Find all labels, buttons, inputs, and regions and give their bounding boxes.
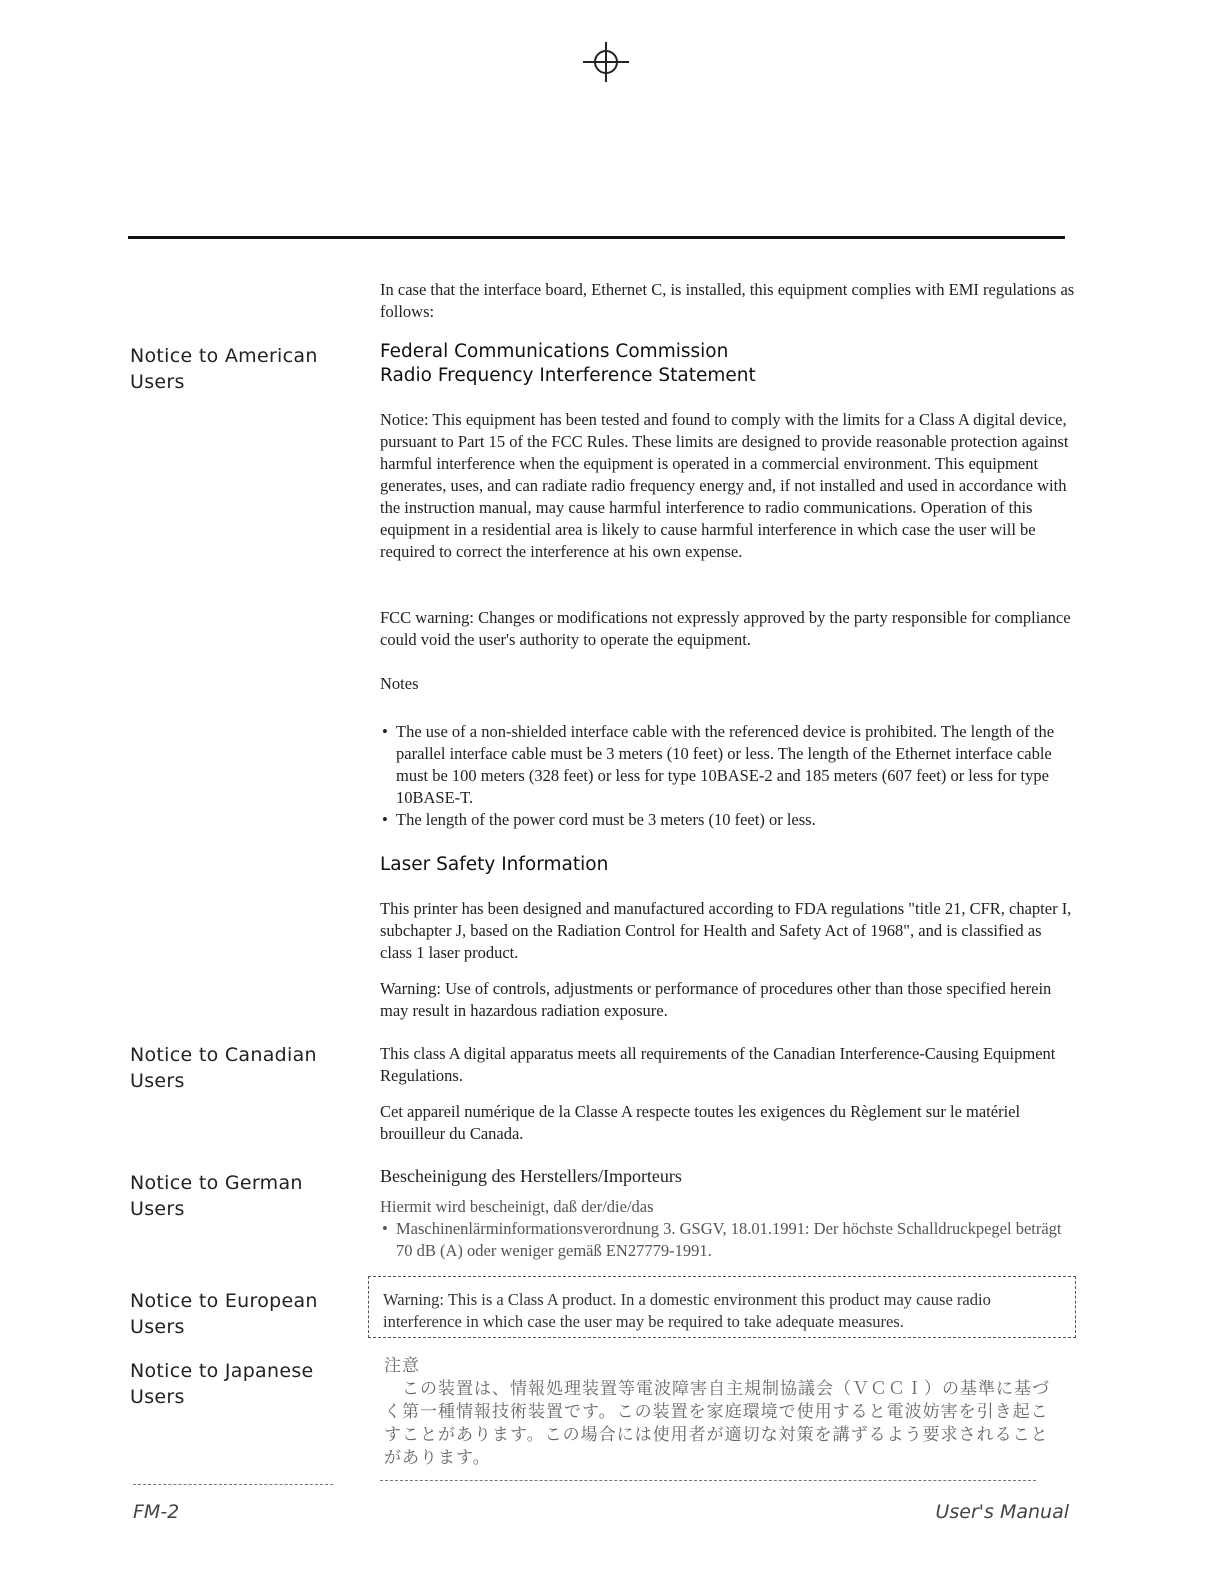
manual-title: User's Manual	[935, 1501, 1069, 1523]
fcc-notice-paragraph: Notice: This equipment has been tested and found to comply with the limits for a Class A digital device, pursuant to Part 15 of the FCC Rules. These limits are designed to provide reasonable protection against harmful interference when the equipment is operated in a commercial environment. This equipment generates, uses, and can radiate radio frequency energy and, if not installed and used in accordance with the instruction manual, may cause harmful interference to radio communications. Operation of this equipment in a residential area is likely to cause harmful interference in which case the user will be required to correct the interference at his own expense.	[380, 410, 1069, 561]
header-rule	[128, 236, 1065, 239]
notice-japanese-label: Notice to Japanese Users	[130, 1360, 314, 1408]
german-title: Bescheinigung des Herstellers/Importeurs	[380, 1166, 682, 1186]
page-number: FM-2	[133, 1501, 180, 1523]
footer-rule-right	[380, 1480, 1036, 1481]
japanese-paragraph: この装置は、情報処理装置等電波障害自主規制協議会（ＶＣＣＩ）の基準に基づく第一種情報技術装置です。この装置を家庭環境で使用すると電波妨害を引き起こすことがあります。この場合には使用者が適切な対策を講ずるよう要求されることがあります。	[384, 1379, 1050, 1468]
registration-mark-icon	[583, 42, 629, 82]
fcc-warning-paragraph: FCC warning: Changes or modifications not expressly approved by the party responsible for compliance could void the user's authority to operate the equipment.	[380, 608, 1071, 649]
footer-rule-left	[133, 1484, 333, 1485]
laser-safety-paragraph: This printer has been designed and manufactured according to FDA regulations "title 21, CFR, chapter I, subchapter J, based on the Radiation Control for Health and Safety Act of 1968", and is classified as class 1 laser product.	[380, 899, 1072, 962]
laser-safety-title: Laser Safety Information	[380, 854, 609, 875]
notes-list	[380, 721, 1075, 831]
fcc-title-line2: Radio Frequency Interference Statement	[380, 365, 756, 386]
list-item: • The use of a non-shielded interface cable with the referenced device is prohibited. The length of the parallel interface cable must be 3 meters (10 feet) or less. The length of the Ethernet interface cable must be 100 meters (328 feet) or less for type 10BASE-2 and 185 meters (607 feet) or less for type 10BASE-T.	[380, 721, 1075, 809]
canadian-french-paragraph: Cet appareil numérique de la Classe A respecte toutes les exigences du Règlement sur le matériel brouilleur du Canada.	[380, 1102, 1021, 1143]
list-item: • The length of the power cord must be 3 meters (10 feet) or less.	[380, 809, 1075, 831]
fcc-title-line1: Federal Communications Commission	[380, 341, 729, 362]
notice-european-label: Notice to European Users	[130, 1290, 318, 1338]
list-item: • Maschinenlärminformationsverordnung 3. GSGV, 18.01.1991: Der höchste Schalldruckpegel beträgt 70 dB (A) oder weniger gemäß EN27779-1991.	[380, 1218, 1075, 1262]
notes-label: Notes	[380, 674, 419, 693]
german-list	[380, 1218, 1075, 1262]
notice-canadian-label: Notice to Canadian Users	[130, 1044, 317, 1092]
japanese-caution-label: 注意	[384, 1356, 420, 1376]
canadian-english-paragraph: This class A digital apparatus meets all requirements of the Canadian Interference-Causing Equipment Regulations.	[380, 1044, 1056, 1085]
european-warning-box	[368, 1276, 1076, 1338]
laser-warning-paragraph: Warning: Use of controls, adjustments or performance of procedures other than those specified herein may result in hazardous radiation exposure.	[380, 979, 1052, 1020]
european-warning-text: Warning: This is a Class A product. In a domestic environment this product may cause radio interference in which case the user may be required to take adequate measures.	[383, 1290, 991, 1331]
intro-paragraph: In case that the interface board, Ethernet C, is installed, this equipment complies with EMI regulations as follows:	[380, 280, 1075, 321]
german-line: Hiermit wird bescheinigt, daß der/die/das	[380, 1197, 654, 1216]
notice-american-label: Notice to American Users	[130, 345, 318, 393]
notice-german-label: Notice to German Users	[130, 1172, 303, 1220]
